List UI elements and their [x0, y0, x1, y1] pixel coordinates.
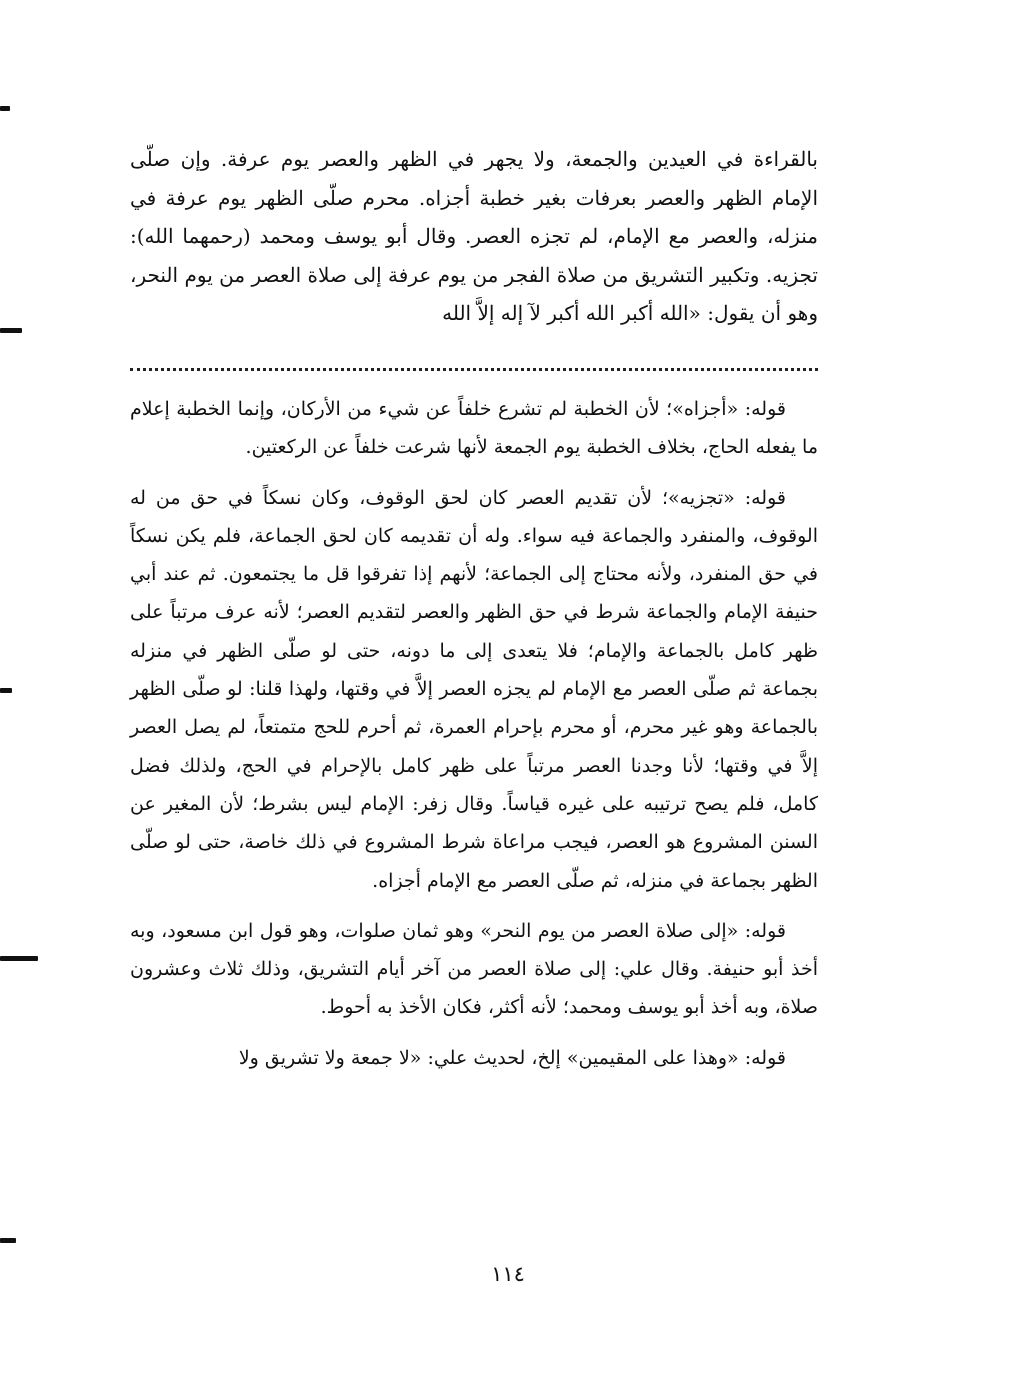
commentary — [130, 390, 818, 1089]
commentary-paragraph: قوله: «تجزيه»؛ لأن تقديم العصر كان لحق الوقوف، وكان نسكاً في حق من له الوقوف، والمنفرد والجماعة فيه سواء. وله أن تقديمه كان لحق الجماعة، فلم يكن نسكاً في حق المنفرد، ولأنه محتاج إلى الجماعة؛ لأنهم إذا تفرقوا قل ما يجتمعون. ثم عند أبي حنيفة الإمام والجماعة شرط في حق الظهر والعصر لتقديم العصر؛ لأنه عرف مرتباً على ظهر كامل بالجماعة والإمام؛ فلا يتعدى إلى ما دونه، حتى لو صلّى الظهر في منزله بجماعة ثم صلّى العصر مع الإمام لم يجزه العصر إلاَّ في وقتها، ولهذا قلنا: لو صلّى الظهر بالجماعة وهو غير محرم، أو محرم بإحرام العمرة، ثم أحرم للحج متمتعاً، لم يصل العصر إلاَّ في وقتها؛ لأنا وجدنا العصر مرتباً على ظهر كامل بالإحرام في الحج، ولذلك فضل كامل، فلم يصح ترتيبه على غيره قياساً. وقال زفر: الإمام ليس بشرط؛ لأن المغير عن السنن المشروع هو العصر، فيجب مراعاة شرط المشروع في ذلك خاصة، حتى لو صلّى الظهر بجماعة في منزله، ثم صلّى العصر مع الإمام أجزاه. — [130, 486, 818, 892]
scan-edge-mark — [0, 328, 22, 333]
page-number: ١١٤ — [491, 1262, 525, 1286]
scan-edge-mark — [0, 688, 12, 693]
commentary-paragraph: قوله: «أجزاه»؛ لأن الخطبة لم تشرع خلفاً عن شيء من الأركان، وإنما الخطبة إعلام ما يفعله الحاج، بخلاف الخطبة يوم الجمعة لأنها شرعت خلفاً عن الركعتين. — [130, 398, 818, 459]
dotted-separator — [130, 368, 818, 371]
scan-edge-mark — [0, 106, 10, 111]
main-paragraph: بالقراءة في العيدين والجمعة، ولا يجهر في الظهر والعصر يوم عرفة. وإن صلّى الإمام الظهر والعصر بعرفات بغير خطبة أجزاه. محرم صلّى الظهر يوم عرفة في منزله، والعصر مع الإمام، لم تجزه العصر. وقال أبو يوسف ومحمد (رحمهما الله): تجزيه. وتكبير التشريق من صلاة الفجر من يوم عرفة إلى صلاة العصر من يوم النحر، وهو أن يقول: «الله أكبر الله أكبر لآ إله إلاَّ الله — [130, 147, 818, 326]
commentary-paragraph: قوله: «إلى صلاة العصر من يوم النحر» وهو ثمان صلوات، وهو قول ابن مسعود، وبه أخذ أبو حنيفة. وقال علي: إلى صلاة العصر من آخر أيام التشريق، وذلك ثلاث وعشرون صلاة، وبه أخذ أبو يوسف ومحمد؛ لأنه أكثر، فكان الأخذ به أحوط. — [130, 919, 818, 1019]
scan-edge-mark — [0, 1238, 16, 1243]
commentary-paragraph: قوله: «وهذا على المقيمين» إلخ، لحديث علي: «لا جمعة ولا تشريق ولا — [238, 1046, 786, 1069]
scan-edge-mark — [0, 956, 38, 961]
main-text — [130, 140, 818, 333]
